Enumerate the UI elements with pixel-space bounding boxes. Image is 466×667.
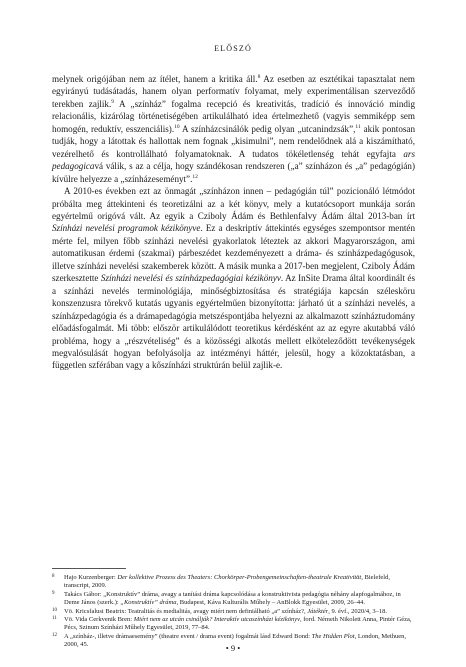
text-run: melynek origójában nem az ítélet, hanem a kritika áll. [52,74,258,84]
footnote-text [64,608,387,615]
footnote-text [64,574,390,589]
italic-run: Játéktér [307,607,329,615]
footnote-number: 9 [52,590,55,596]
text-run: vá válik, s az a célja, hogy szándékosan rendszeren („a” színházon és „a” pedagógián) kívülre helyezze a „színházeseményt”. [52,161,415,184]
footnote-number: 10 [52,607,57,613]
text-run: , Bielefeld, transcript, 2009. [64,574,390,590]
text-run: A „színház-, illetve drámaesemény” (theatre event / drama event) fogalmát lásd Edward Bond: [64,632,312,640]
text-run: Vö. Vida Cerkvenik Bren: [64,616,134,624]
text-run: Vö. Kricsfalusi Beatrix: Teatralitás és medialitás, avagy miért nem definiálható „a” színház?, [64,607,308,615]
italic-run: Színházi nevelési és színházpedagógiai kézikönyv [100,273,281,284]
text-run: akik pontosan tudják, hogy a látottak és hallottak nem fognak „kisimulni”, nem rendelődnek alá a kiszámítható, vezérelhető és kontrollálható folyamatoknak. A tudatos tökéletlenség tehát egyfajta [52,123,415,159]
text-run: . Az InSite Drama által koordinált és a színházi nevelés terminológiája, minőségbiztosítása és stratégiája kapcsán szélesköru konszenzusra törekvő kutatás ugyanis egyértelműen bizonyította: járható út a színházi nevelés, a színházpedagógia és a drámapedagógia metszéspontjába helyezni az alkalmazott színháztudomány előadásfogalmát. Mi több: először artikulálódott teoretikus kérdésként az az egyre akutabbá váló probléma, hogy a „részvételiség” és a közösségi alkotás mellett elköteleződött tevékenységek megvalósulását hogyan befolyásolja az intézményi háttér, jelesül, hogy a közoktatásban, a független szférában vagy a kőszínházi struktúrán belül zajlik-e. [52,273,415,371]
main-text [52,73,415,372]
paragraph-1 [52,73,415,185]
text-run: A színházcsinálók pedig olyan „utcanindzsák”, [179,123,356,134]
italic-run: The Hidden Plot [311,632,355,640]
text-run: , Budapest, Káva Kulturális Műhely – AnBlokk Egyesület, 2009, 26–44. [176,599,365,607]
footnote-ref: 11 [355,123,361,130]
footnote-separator [52,568,126,569]
italic-run: „Konstruktív” dráma [120,599,177,607]
footnote-10 [52,608,415,616]
italic-run: Der kollektive Prozess des Theaters: Chorkörper-Probengemeinschaften-theatrale Kreativität [117,574,362,581]
footnote-ref: 9 [111,98,115,105]
footnote-number: 8 [52,574,55,579]
text-run: . Ez a deskriptív áttekintés egységes szempontsor mentén mérte fel, milyen főbb színházi nevelési gyakorlatok léteztek az akkori Magyarországon, ami automatikusan érdemi (szakmai) párbeszédet kezdeményezett a dráma- és színházpedagógusok, illetve színházi nevelési szakemberek között. A másik munka a 2017-ben megjelent, Cziboly Ádám szerkesztette [52,223,415,284]
text-run: , ford. Németh Nikolett Anna, Pintér Géza, Pécs, Szinum Színházi Műhely Egyesület, 2019, 77–84. [64,616,412,632]
text-run: Hajo Kurzenberger: [64,574,118,581]
footnote-11 [52,616,415,633]
footnote-number: 12 [52,632,57,638]
footnote-9 [52,591,415,608]
italic-run: Miért nem az utcán csinálják? Interaktív utcaszínházi kézikönyv [133,616,300,624]
text-run: , London, Methuen, 2000, 45. [64,632,407,649]
footnote-ref: 10 [174,123,180,130]
footnote-text [64,591,401,606]
page-number: • 9 • [225,643,241,653]
footnote-ref: 8 [257,73,261,80]
text-run: Az esetben az esztétikai tapasztalat nem egyirányú tudásátadás, hanem olyan performatív folyamat, mely experimentálisan szerveződő terekben zajlik. [52,74,415,109]
italic-run: ars pedagogica [52,148,415,172]
footnotes [52,574,415,650]
footnote-number: 11 [52,616,57,622]
running-head: ELŐSZÓ [214,44,252,53]
text-run: , 9. évf., 2020/4, 3–18. [328,607,388,615]
italic-run: Színházi nevelési programok kézikönyve [52,223,201,234]
footnote-ref: 12 [192,173,198,180]
footnote-8 [52,574,415,591]
paragraph-2 [52,185,415,372]
footnote-text [64,616,412,631]
text-run: A 2010-es években ezt az önmagát „színházon innen – pedagógián túl” pozicionáló létmódot próbálta meg áttekinteni és teoretizálni az a két könyv, mely a kutatócsoport munkája során egyértelmű origóvá vált. Az egyik a Cziboly Ádám és Bethlenfalvy Ádám által 2013-ban írt [52,186,415,221]
text-run: Takács Gábor: „Konstruktív” dráma, avagy a tanítási dráma kapcsolódása a konstruktivista pedagógia néhány alapfogalmához, in Deme János (szerk.): [64,590,401,607]
text-run: A „színház” fogalma recepció és kreativitás, tradíció és innováció mindig relacionális, kizárólag történetiségében artikulálható idea értelmezhető (vagyis semmiképp sem homogén, reduktív, esszenciális). [52,98,415,134]
